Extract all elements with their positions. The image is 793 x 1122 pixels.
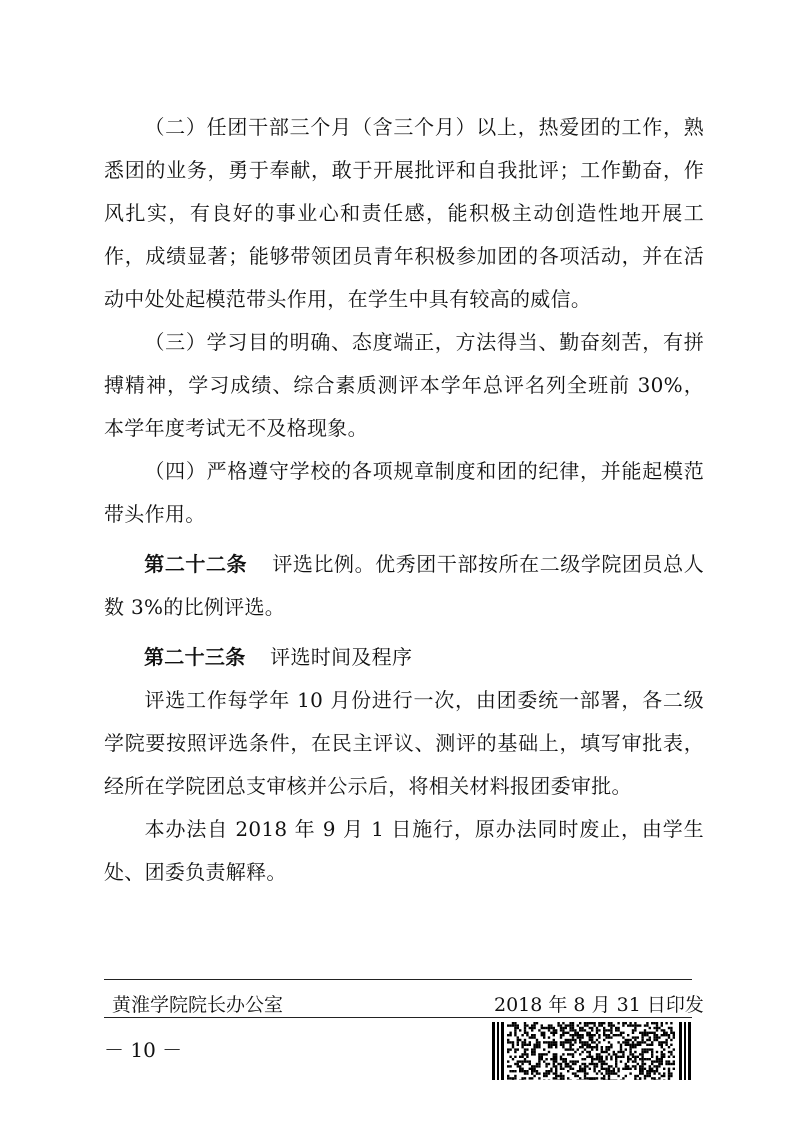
paragraph-condition-4: [104, 450, 704, 536]
paragraph-condition-3: [104, 321, 704, 450]
barcode-icon: [492, 1022, 692, 1080]
article-23-heading: 第二十三条: [144, 645, 246, 669]
page-number: － 10 －: [104, 1038, 183, 1062]
article-23: [104, 636, 704, 679]
footer-top-rule: [104, 979, 692, 980]
procedure-text: 评选工作每学年 10 月份进行一次，由团委统一部署，各二级学院要按照评选条件，在民主评议、测评的基础上，填写审批表，经所在学院团总支审核并公示后，将相关材料报团委审批。: [104, 688, 704, 798]
article-23-text: 评选时间及程序: [270, 645, 413, 669]
article-22-heading: 第二十二条: [144, 552, 248, 576]
paragraph-text: （二）任团干部三个月（含三个月）以上，热爱团的工作，熟悉团的业务，勇于奉献，敢于开展批评和自我批评；工作勤奋，作风扎实，有良好的事业心和责任感，能积极主动创造性地开展工作，成绩显著；能够带领团员青年积极参加团的各项活动，并在活动中处处起模范带头作用，在学生中具有较高的威信。: [104, 115, 704, 311]
article-22: [104, 543, 704, 629]
paragraph-condition-2: [104, 106, 704, 321]
paragraph-text: （三）学习目的明确、态度端正，方法得当、勤奋刻苦，有拼搏精神，学习成绩、综合素质测评本学年总评名列全班前 30%，本学年度考试无不及格现象。: [104, 330, 704, 440]
effective-text: 本办法自 2018 年 9 月 1 日施行，原办法同时废止，由学生处、团委负责解释。: [104, 817, 704, 884]
effective-paragraph: [104, 808, 704, 894]
paragraph-text: （四）严格遵守学校的各项规章制度和团的纪律，并能起模范带头作用。: [104, 459, 704, 526]
procedure-paragraph: [104, 679, 704, 808]
issuing-office: 黄淮学院院长办公室: [112, 994, 284, 1016]
issue-date: 2018 年 8 月 31 日印发: [494, 994, 704, 1016]
article-22-text: 评选比例。优秀团干部按所在二级学院团员总人数 3%的比例评选。: [104, 552, 704, 619]
footer-bottom-rule: [104, 1017, 692, 1018]
